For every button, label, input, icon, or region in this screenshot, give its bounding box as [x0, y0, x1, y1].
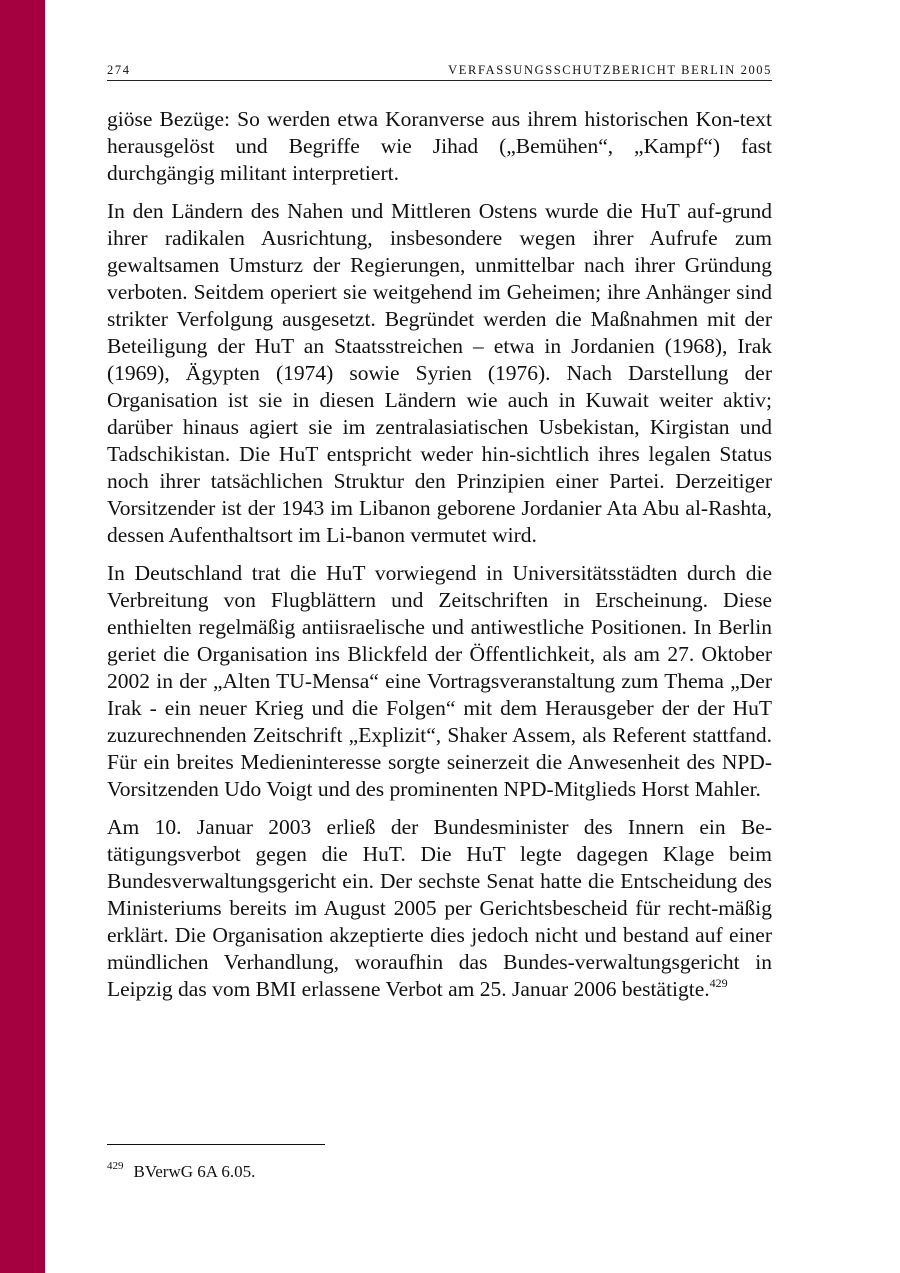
paragraph-4: [107, 814, 772, 1003]
running-title: VERFASSUNGSSCHUTZBERICHT BERLIN 2005: [448, 63, 772, 77]
paragraph-3: In Deutschland trat die HuT vorwiegend in Universitätsstädten durch die Verbreitung von Flugblättern und Zeitschriften in Erscheinung. Diese enthielten regelmäßig antiisraelische und antiwestliche Positionen. In Berlin geriet die Organisation ins Blickfeld der Öffentlichkeit, als am 27. Oktober 2002 in der „Alten TU-Mensa“ eine Vortragsveranstaltung zum Thema „Der Irak - ein neuer Krieg und die Folgen“ mit dem Herausgeber der der HuT zuzurechnenden Zeitschrift „Explizit“, Shaker Assem, als Referent stattfand. Für ein breites Medieninteresse sorgte seinerzeit die Anwesenheit des NPD-Vorsitzenden Udo Voigt und des prominenten NPD-Mitglieds Horst Mahler.: [107, 561, 772, 801]
page-number: 274: [107, 63, 131, 77]
page-header: [107, 60, 772, 81]
footnote: [107, 1160, 255, 1182]
footnote-number: 429: [107, 1160, 124, 1172]
footnote-reference[interactable]: 429: [709, 976, 728, 990]
footnote-text: BVerwG 6A 6.05.: [133, 1162, 256, 1181]
paragraph-1: giöse Bezüge: So werden etwa Koranverse aus ihrem historischen Kon-text herausgelöst und Begriffe wie Jihad („Bemühen“, „Kampf“) fast durchgängig militant interpretiert.: [107, 107, 772, 185]
side-color-bar: [0, 0, 45, 1273]
paragraph-2: In den Ländern des Nahen und Mittleren Ostens wurde die HuT auf-grund ihrer radikalen Ausrichtung, insbesondere wegen ihrer Aufrufe zum gewaltsamen Umsturz der Regierungen, unmittelbar nach ihrer Gründung verboten. Seitdem operiert sie weitgehend im Geheimen; ihre Anhänger sind strikter Verfolgung ausgesetzt. Begründet werden die Maßnahmen mit der Beteiligung der HuT an Staatsstreichen – etwa in Jordanien (1968), Irak (1969), Ägypten (1974) sowie Syrien (1976). Nach Darstellung der Organisation ist sie in diesen Ländern wie auch in Kuwait weiter aktiv; darüber hinaus agiert sie im zentralasiatischen Usbekistan, Kirgistan und Tadschikistan. Die HuT entspricht weder hin-sichtlich ihres legalen Status noch ihrer tatsächlichen Struktur den Prinzipien einer Partei. Derzeitiger Vorsitzender ist der 1943 im Libanon geborene Jordanier Ata Abu al-Rashta, dessen Aufenthaltsort im Li-banon vermutet wird.: [107, 199, 772, 547]
paragraph-4-text: Am 10. Januar 2003 erließ der Bundesminister des Innern ein Be-tätigungsverbot gegen die HuT. Die HuT legte dagegen Klage beim Bundesverwaltungsgericht ein. Der sechste Senat hatte die Entscheidung des Ministeriums bereits im August 2005 per Gerichtsbescheid für recht-mäßig erklärt. Die Organisation akzeptierte dies jedoch nicht und bestand auf einer mündlichen Verhandlung, woraufhin das Bundes-verwaltungsgericht in Leipzig das vom BMI erlassene Verbot am 25. Januar 2006 bestätigte.: [107, 815, 772, 1001]
body-text: [107, 106, 772, 1014]
footnote-divider: [107, 1144, 325, 1145]
